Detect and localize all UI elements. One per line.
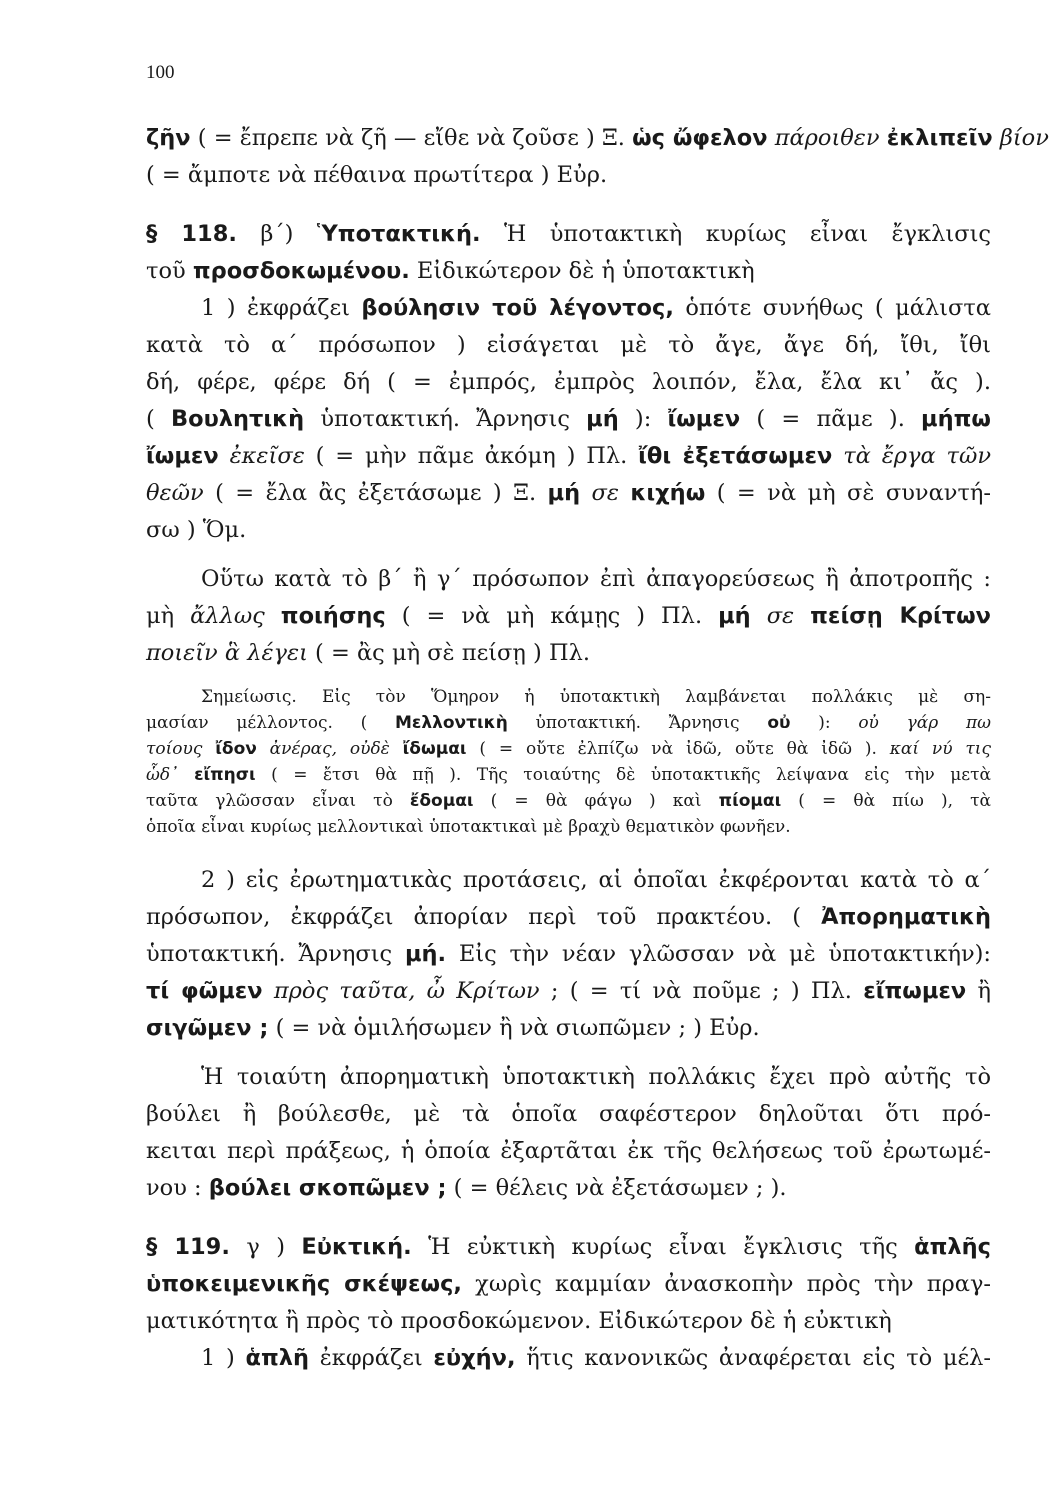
- text-line: κατὰ τὸ α΄ πρόσωπον ) εἰσάγεται μὲ τὸ ἄγε, ἄγε δή, ἴθι, ἴθι: [146, 332, 991, 358]
- text-line: πρόσωπον, ἐκφράζει ἀπορίαν περὶ τοῦ πρακτέου. ( Ἀπορηματικὴ: [146, 904, 991, 930]
- note-line: ὁποῖα εἶναι κυρίως μελλοντικαὶ ὑποτακτικαὶ μὲ βραχὺ θεματικὸν φωνῆεν.: [146, 817, 791, 837]
- text-line: ζῆν ( = ἔπρεπε νὰ ζῆ — εἴθε νὰ ζοῦσε ) Ξ. ὡς ὤφελον πάροιθεν ἐκλιπεῖν βίον: [146, 125, 1049, 151]
- section-118: [146, 216, 991, 672]
- text-line: 1 ) ἐκφράζει βούλησιν τοῦ λέγοντος, ὁπότε συνήθως ( μάλιστα: [201, 295, 991, 321]
- text-line: δή, φέρε, φέρε δή ( = ἐμπρός, ἐμπρὸς λοιπόν, ἔλα, ἔλα κι᾽ ἄς ).: [146, 369, 991, 395]
- text-line: ὑποκειμενικῆς σκέψεως, χωρὶς καμμίαν ἀνασκοπὴν πρὸς τὴν πραγ-: [146, 1271, 992, 1297]
- text-line: ( Βουλητικὴ ὑποτακτική. Ἄρνησις μή ): ἴωμεν ( = πᾶμε ). μήπω: [146, 406, 991, 432]
- section-heading: § 119. γ ) Εὐκτική. Ἡ εὐκτικὴ κυρίως εἶναι ἔγκλισις τῆς ἁπλῆς: [146, 1234, 991, 1260]
- text-line: ( = ἄμποτε νὰ πέθαινα πρωτίτερα ) Εὐρ.: [146, 162, 608, 188]
- text-line: νου : βούλει σκοπῶμεν ; ( = θέλεις νὰ ἐξετάσωμεν ; ).: [146, 1175, 787, 1201]
- note-line: ταῦτα γλῶσσαν εἶναι τὸ ἔδομαι ( = θὰ φάγω ) καὶ πίομαι ( = θὰ πίω ), τὰ: [146, 791, 991, 811]
- text-line: ὑποτακτική. Ἄρνησις μή. Εἰς τὴν νέαν γλῶσσαν νὰ μὲ ὑποτακτικήν):: [146, 941, 991, 967]
- note-line: μασίαν μέλλοντος. ( Μελλοντικὴ ὑποτακτική. Ἄρνησις οὐ ): οὐ γάρ πω: [146, 713, 992, 733]
- text-line: κειται περὶ πράξεως, ἡ ὁποία ἐξαρτᾶται ἐκ τῆς θελήσεως τοῦ ἐρωτωμέ-: [146, 1138, 991, 1164]
- section-heading: § 118. β΄) Ὑποτακτική. Ἡ ὑποτακτικὴ κυρίως εἶναι ἔγκλισις: [146, 221, 991, 247]
- text-line: ματικότητα ἢ πρὸς τὸ προσδοκώμενον. Εἰδικώτερον δὲ ἡ εὐκτικὴ: [146, 1308, 892, 1334]
- note-line: τοίους ἴδον ἀνέρας, οὐδὲ ἴδωμαι ( = οὔτε ἐλπίζω νὰ ἰδῶ, οὔτε θὰ ἰδῶ ). καί νύ τις: [146, 739, 991, 759]
- text-line: ποιεῖν ἃ λέγει ( = ἂς μὴ σὲ πείσῃ ) Πλ.: [146, 640, 591, 666]
- note-block: [146, 684, 991, 840]
- text-line: ἴωμεν ἐκεῖσε ( = μὴν πᾶμε ἀκόμη ) Πλ. ἴθι ἐξετάσωμεν τὰ ἔργα τῶν: [146, 443, 991, 469]
- page-body: [146, 120, 1049, 1377]
- note-line: ὧδ᾽ εἴπησι ( = ἔτσι θὰ πῇ ). Τῆς τοιαύτης δὲ ὑποτακτικῆς λείψανα εἰς τὴν μετὰ: [146, 765, 991, 785]
- text-line: Ἡ τοιαύτη ἀπορηματικὴ ὑποτακτικὴ πολλάκις ἔχει πρὸ αὐτῆς τὸ: [201, 1064, 991, 1090]
- text-line: τί φῶμεν πρὸς ταῦτα, ὦ Κρίτων ; ( = τί νὰ ποῦμε ; ) Πλ. εἴπωμεν ἢ: [146, 978, 991, 1004]
- text-line: μὴ ἄλλως ποιήσης ( = νὰ μὴ κάμῃς ) Πλ. μή σε πείσῃ Κρίτων: [146, 603, 991, 629]
- page-number: 100: [146, 62, 175, 83]
- text-line: βούλει ἢ βούλεσθε, μὲ τὰ ὁποῖα σαφέστερον δηλοῦται ὅτι πρό-: [146, 1101, 991, 1127]
- text-line: σω ) Ὅμ.: [146, 517, 247, 543]
- text-line: τοῦ προσδοκωμένου. Εἰδικώτερον δὲ ἡ ὑποτακτικὴ: [146, 258, 755, 284]
- text-line: 1 ) ἁπλῆ ἐκφράζει εὐχήν, ἥτις κανονικῶς ἀναφέρεται εἰς τὸ μέλ-: [201, 1345, 992, 1371]
- subsection-2: [146, 862, 991, 1207]
- text-line: θεῶν ( = ἔλα ἂς ἐξετάσωμε ) Ξ. μή σε κιχήω ( = νὰ μὴ σὲ συναντή-: [146, 480, 991, 506]
- section-119: [146, 1229, 991, 1377]
- note-line: Σημείωσις. Εἰς τὸν Ὅμηρον ἡ ὑποτακτικὴ λαμβάνεται πολλάκις μὲ ση-: [201, 687, 991, 707]
- text-line: σιγῶμεν ; ( = νὰ ὁμιλήσωμεν ἢ νὰ σιωπῶμεν ; ) Εὐρ.: [146, 1015, 760, 1041]
- text-line: 2 ) εἰς ἐρωτηματικὰς προτάσεις, αἱ ὁποῖαι ἐκφέρονται κατὰ τὸ α΄: [201, 867, 991, 893]
- text-line: Οὕτω κατὰ τὸ β΄ ἢ γ΄ πρόσωπον ἐπὶ ἀπαγορεύσεως ἢ ἀποτροπῆς :: [201, 566, 991, 592]
